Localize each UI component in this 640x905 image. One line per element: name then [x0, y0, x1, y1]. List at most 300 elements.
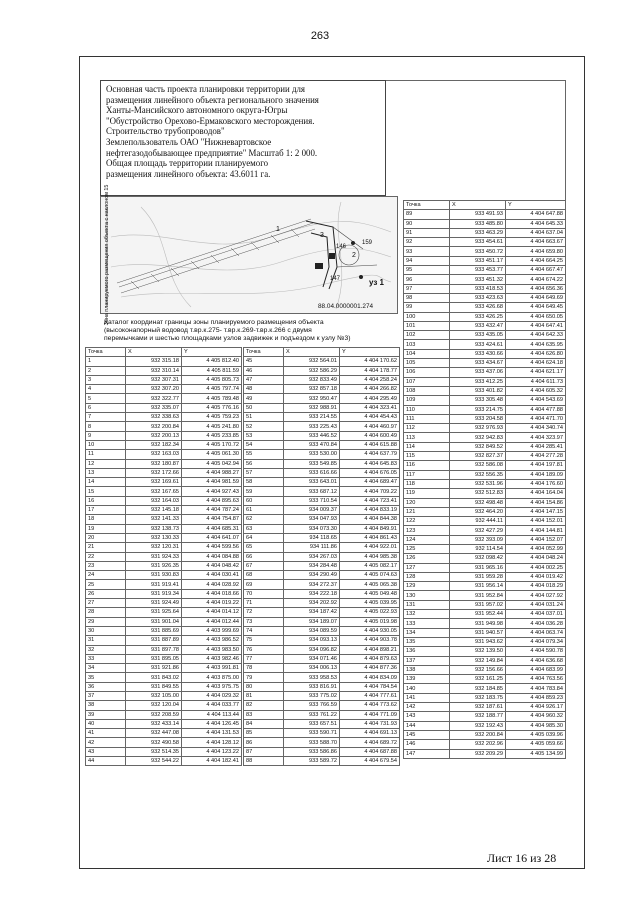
- header-y: Y: [182, 348, 242, 357]
- point-cell: 31: [86, 636, 126, 645]
- y-cell: 4 404 689.72: [340, 738, 400, 747]
- y-cell: 4 404 926.17: [506, 703, 566, 712]
- x-cell: 932 310.14: [126, 366, 182, 375]
- x-cell: 932 464.20: [450, 507, 506, 516]
- table-row: [404, 517, 566, 526]
- y-cell: 4 405 042.94: [182, 459, 242, 468]
- y-cell: 4 405 039.96: [506, 730, 566, 739]
- point-cell: 6: [86, 403, 126, 412]
- point-cell: 30: [86, 626, 126, 635]
- point-cell: 85: [244, 729, 284, 738]
- y-cell: 4 404 028.92: [182, 580, 242, 589]
- x-cell: 933 423.63: [450, 293, 506, 302]
- y-cell: 4 405 082.17: [340, 561, 400, 570]
- point-cell: 122: [404, 517, 450, 526]
- point-cell: 74: [244, 626, 284, 635]
- y-cell: 4 404 637.04: [506, 228, 566, 237]
- point-cell: 17: [86, 506, 126, 515]
- x-cell: 932 976.93: [450, 424, 506, 433]
- table-row: [244, 691, 400, 700]
- x-cell: 933 418.53: [450, 284, 506, 293]
- y-cell: 4 404 859.23: [506, 693, 566, 702]
- table-row: [244, 636, 400, 645]
- x-cell: 933 451.17: [450, 256, 506, 265]
- table-row: [244, 487, 400, 496]
- x-cell: 932 156.66: [450, 665, 506, 674]
- y-cell: 4 405 019.98: [340, 617, 400, 626]
- point-cell: 12: [86, 459, 126, 468]
- table-row: [404, 684, 566, 693]
- table-row: [244, 450, 400, 459]
- x-cell: 931 965.16: [450, 563, 506, 572]
- point-cell: 101: [404, 321, 450, 330]
- table-row: [244, 571, 400, 580]
- y-cell: 4 404 152.07: [506, 535, 566, 544]
- table-row: [86, 701, 242, 710]
- y-cell: 4 404 664.25: [506, 256, 566, 265]
- point-cell: 130: [404, 591, 450, 600]
- x-cell: 934 111.86: [284, 543, 340, 552]
- x-cell: 933 430.66: [450, 349, 506, 358]
- y-cell: 4 404 014.12: [182, 608, 242, 617]
- point-cell: 2: [86, 366, 126, 375]
- table-row: [244, 496, 400, 505]
- point-cell: 146: [404, 740, 450, 749]
- point-cell: 120: [404, 498, 450, 507]
- point-cell: 67: [244, 561, 284, 570]
- header-x: X: [284, 348, 340, 357]
- point-cell: 114: [404, 442, 450, 451]
- point-cell: 123: [404, 526, 450, 535]
- point-cell: 104: [404, 349, 450, 358]
- point-cell: 37: [86, 691, 126, 700]
- point-cell: 25: [86, 580, 126, 589]
- point-cell: 110: [404, 405, 450, 414]
- y-cell: 4 405 061.30: [182, 450, 242, 459]
- y-cell: 4 404 113.44: [182, 710, 242, 719]
- point-cell: 49: [244, 394, 284, 403]
- table-row: [244, 413, 400, 422]
- map-node-label: уз 1: [369, 278, 384, 287]
- x-cell: 933 214.55: [284, 413, 340, 422]
- point-cell: 20: [86, 533, 126, 542]
- header-y: Y: [506, 201, 566, 210]
- x-cell: 932 988.91: [284, 403, 340, 412]
- table-row: [404, 489, 566, 498]
- table-row: [86, 729, 242, 738]
- x-cell: 933 426.25: [450, 312, 506, 321]
- x-cell: 933 434.67: [450, 359, 506, 368]
- header-x: X: [126, 348, 182, 357]
- y-cell: 4 404 164.04: [506, 489, 566, 498]
- table-row: [244, 747, 400, 756]
- y-cell: 4 404 771.09: [340, 710, 400, 719]
- y-cell: 4 404 197.81: [506, 461, 566, 470]
- table-row: [244, 589, 400, 598]
- y-cell: 4 404 152.01: [506, 517, 566, 526]
- y-cell: 4 404 773.62: [340, 701, 400, 710]
- x-cell: 931 952.44: [450, 610, 506, 619]
- y-cell: 4 405 049.48: [340, 589, 400, 598]
- point-cell: 119: [404, 489, 450, 498]
- point-cell: 81: [244, 691, 284, 700]
- y-cell: 4 404 621.17: [506, 368, 566, 377]
- table-row: [404, 238, 566, 247]
- x-cell: 932 335.07: [126, 403, 182, 412]
- table-row: [86, 552, 242, 561]
- table-row: [404, 396, 566, 405]
- point-cell: 9: [86, 431, 126, 440]
- y-cell: 4 404 018.29: [506, 582, 566, 591]
- y-cell: 4 404 029.32: [182, 691, 242, 700]
- x-cell: 932 833.49: [284, 375, 340, 384]
- point-cell: 19: [86, 524, 126, 533]
- table-row: [244, 385, 400, 394]
- point-cell: 76: [244, 645, 284, 654]
- y-cell: 4 404 903.78: [340, 636, 400, 645]
- table-row: [86, 394, 242, 403]
- point-cell: 71: [244, 599, 284, 608]
- x-cell: 933 549.85: [284, 459, 340, 468]
- x-cell: 931 949.98: [450, 619, 506, 628]
- x-cell: 931 940.57: [450, 628, 506, 637]
- point-cell: 52: [244, 422, 284, 431]
- point-cell: 117: [404, 470, 450, 479]
- table-row: [86, 626, 242, 635]
- caption-line: перемычками и шестью площадками узлов задвижек и подъездом к узлу №3): [104, 335, 351, 343]
- table-row: [86, 738, 242, 747]
- coordinates-table-right: [403, 200, 566, 759]
- point-cell: 15: [86, 487, 126, 496]
- point-cell: 142: [404, 703, 450, 712]
- y-cell: 4 404 650.05: [506, 312, 566, 321]
- x-cell: 931 943.62: [450, 637, 506, 646]
- y-cell: 4 404 922.01: [340, 543, 400, 552]
- point-cell: 3: [86, 375, 126, 384]
- point-cell: 112: [404, 424, 450, 433]
- table-row: [404, 340, 566, 349]
- table-row: [404, 386, 566, 395]
- point-cell: 39: [86, 710, 126, 719]
- y-cell: 4 404 988.27: [182, 468, 242, 477]
- x-cell: 933 586.86: [284, 747, 340, 756]
- x-cell: 932 393.09: [450, 535, 506, 544]
- y-cell: 4 404 645.33: [506, 219, 566, 228]
- table-row: [86, 636, 242, 645]
- table-row: [404, 321, 566, 330]
- table-row: [404, 275, 566, 284]
- y-cell: 4 405 759.23: [182, 413, 242, 422]
- x-cell: 932 180.87: [126, 459, 182, 468]
- x-cell: 933 491.93: [450, 210, 506, 219]
- y-cell: 4 404 895.63: [182, 496, 242, 505]
- table-row: [404, 331, 566, 340]
- x-cell: 932 307.20: [126, 385, 182, 394]
- point-cell: 108: [404, 386, 450, 395]
- x-cell: 932 187.61: [450, 703, 506, 712]
- map-vertical-label-box: [101, 184, 113, 326]
- point-cell: 136: [404, 647, 450, 656]
- x-cell: 931 956.14: [450, 582, 506, 591]
- y-cell: 4 404 667.47: [506, 266, 566, 275]
- table-row: [404, 526, 566, 535]
- x-cell: 934 006.13: [284, 664, 340, 673]
- x-cell: 932 447.08: [126, 729, 182, 738]
- table-row: [86, 422, 242, 431]
- x-cell: 931 849.55: [126, 682, 182, 691]
- table-row: [404, 433, 566, 442]
- point-cell: 65: [244, 543, 284, 552]
- table-row: [244, 375, 400, 384]
- x-cell: 932 556.35: [450, 470, 506, 479]
- x-cell: 933 485.80: [450, 219, 506, 228]
- table-row: [404, 247, 566, 256]
- y-cell: 4 404 323.97: [506, 433, 566, 442]
- y-cell: 4 404 323.41: [340, 403, 400, 412]
- y-cell: 4 404 611.73: [506, 377, 566, 386]
- point-cell: 38: [86, 701, 126, 710]
- y-cell: 4 404 879.63: [340, 654, 400, 663]
- y-cell: 4 404 981.59: [182, 478, 242, 487]
- y-cell: 4 404 048.42: [182, 561, 242, 570]
- table-row: [86, 589, 242, 598]
- y-cell: 4 404 295.49: [340, 394, 400, 403]
- y-cell: 4 404 674.22: [506, 275, 566, 284]
- y-cell: 4 404 012.44: [182, 617, 242, 626]
- table-row: [404, 656, 566, 665]
- y-cell: 4 403 999.69: [182, 626, 242, 635]
- title-line: размещения линейного объекта: 43.6011 га.: [106, 168, 271, 179]
- y-cell: 4 404 063.74: [506, 628, 566, 637]
- map-label: 147: [330, 276, 341, 282]
- y-cell: 4 404 079.34: [506, 637, 566, 646]
- table-row: [244, 440, 400, 449]
- y-cell: 4 404 176.60: [506, 479, 566, 488]
- y-cell: 4 404 784.54: [340, 682, 400, 691]
- x-cell: 933 588.70: [284, 738, 340, 747]
- table-row: [404, 544, 566, 553]
- point-cell: 106: [404, 368, 450, 377]
- x-cell: 931 921.86: [126, 664, 182, 673]
- x-cell: 932 184.85: [450, 684, 506, 693]
- point-cell: 58: [244, 478, 284, 487]
- point-cell: 66: [244, 552, 284, 561]
- x-cell: 934 290.49: [284, 571, 340, 580]
- y-cell: 4 404 471.70: [506, 414, 566, 423]
- point-cell: 97: [404, 284, 450, 293]
- point-cell: 113: [404, 433, 450, 442]
- x-cell: 934 009.37: [284, 506, 340, 515]
- table-row: [86, 664, 242, 673]
- point-cell: 48: [244, 385, 284, 394]
- y-cell: 4 404 599.56: [182, 543, 242, 552]
- y-cell: 4 404 477.88: [506, 405, 566, 414]
- table-row: [86, 533, 242, 542]
- point-cell: 69: [244, 580, 284, 589]
- table-row: [404, 479, 566, 488]
- x-cell: 932 105.00: [126, 691, 182, 700]
- table-row: [244, 757, 400, 766]
- point-cell: 92: [404, 238, 450, 247]
- x-cell: 932 849.52: [450, 442, 506, 451]
- sheet-number: Лист 16 из 28: [487, 851, 557, 865]
- title-line: Ханты-Мансийского автономного округа-Югры: [106, 105, 288, 116]
- table-row: [244, 459, 400, 468]
- table-row: [244, 729, 400, 738]
- y-cell: 4 405 789.48: [182, 394, 242, 403]
- point-cell: 139: [404, 675, 450, 684]
- table-row: [86, 543, 242, 552]
- table-row: [404, 730, 566, 739]
- x-cell: 932 427.29: [450, 526, 506, 535]
- y-cell: 4 404 037.01: [506, 610, 566, 619]
- point-cell: 77: [244, 654, 284, 663]
- y-cell: 4 404 624.18: [506, 359, 566, 368]
- table-row: [244, 506, 400, 515]
- x-cell: 932 120.04: [126, 701, 182, 710]
- title-line: размещения линейного объекта регионального значения: [106, 94, 319, 105]
- x-cell: 931 887.89: [126, 636, 182, 645]
- point-cell: 145: [404, 730, 450, 739]
- table-row: [86, 524, 242, 533]
- y-cell: 4 403 986.52: [182, 636, 242, 645]
- table-row: [404, 452, 566, 461]
- y-cell: 4 403 983.50: [182, 645, 242, 654]
- y-cell: 4 404 927.43: [182, 487, 242, 496]
- table-row: [404, 740, 566, 749]
- table-row: [86, 478, 242, 487]
- point-cell: 4: [86, 385, 126, 394]
- y-cell: 4 405 811.59: [182, 366, 242, 375]
- x-cell: 931 901.04: [126, 617, 182, 626]
- y-cell: 4 404 018.66: [182, 589, 242, 598]
- x-cell: 933 643.01: [284, 478, 340, 487]
- table-row: [86, 645, 242, 654]
- table-row: [404, 349, 566, 358]
- x-cell: 932 857.18: [284, 385, 340, 394]
- y-cell: 4 403 975.75: [182, 682, 242, 691]
- y-cell: 4 404 131.53: [182, 729, 242, 738]
- table-row: [244, 403, 400, 412]
- table-row: [86, 691, 242, 700]
- point-cell: 21: [86, 543, 126, 552]
- table-row: [86, 440, 242, 449]
- y-cell: 4 404 636.68: [506, 656, 566, 665]
- table-row: [244, 366, 400, 375]
- table-row: [404, 628, 566, 637]
- x-cell: 932 167.65: [126, 487, 182, 496]
- point-cell: 84: [244, 719, 284, 728]
- x-cell: 933 305.48: [450, 396, 506, 405]
- table-row: [404, 303, 566, 312]
- y-cell: 4 404 844.38: [340, 515, 400, 524]
- y-cell: 4 404 683.99: [506, 665, 566, 674]
- x-cell: 933 761.22: [284, 710, 340, 719]
- x-cell: 932 315.18: [126, 357, 182, 366]
- table-row: [404, 749, 566, 758]
- table-row: [404, 256, 566, 265]
- x-cell: 932 138.73: [126, 524, 182, 533]
- table-row: [86, 487, 242, 496]
- point-cell: 91: [404, 228, 450, 237]
- title-line: Строительство трубопроводов": [106, 126, 225, 137]
- y-cell: 4 404 600.49: [340, 431, 400, 440]
- x-cell: 931 895.05: [126, 654, 182, 663]
- point-cell: 43: [86, 747, 126, 756]
- x-cell: 933 401.82: [450, 386, 506, 395]
- map-label: 2: [352, 252, 356, 259]
- point-cell: 129: [404, 582, 450, 591]
- x-cell: 932 164.03: [126, 496, 182, 505]
- x-cell: 932 145.18: [126, 506, 182, 515]
- y-cell: 4 404 543.69: [506, 396, 566, 405]
- point-cell: 107: [404, 377, 450, 386]
- table-row: [244, 478, 400, 487]
- y-cell: 4 404 626.80: [506, 349, 566, 358]
- point-cell: 102: [404, 331, 450, 340]
- table-row: [86, 515, 242, 524]
- y-cell: 4 404 861.43: [340, 533, 400, 542]
- table-row: [404, 461, 566, 470]
- table-row: [86, 710, 242, 719]
- point-cell: 128: [404, 572, 450, 581]
- point-cell: 82: [244, 701, 284, 710]
- x-cell: 932 208.59: [126, 710, 182, 719]
- table-row: [244, 552, 400, 561]
- table-row: [404, 219, 566, 228]
- x-cell: 932 149.84: [450, 656, 506, 665]
- x-cell: 932 564.01: [284, 357, 340, 366]
- point-cell: 88: [244, 757, 284, 766]
- x-cell: 932 120.31: [126, 543, 182, 552]
- table-row: [404, 405, 566, 414]
- x-cell: 933 616.66: [284, 468, 340, 477]
- title-line: Землепользователь ОАО "Нижневартовское: [106, 136, 272, 147]
- x-cell: 933 426.68: [450, 303, 506, 312]
- x-cell: 932 950.47: [284, 394, 340, 403]
- y-cell: 4 403 982.46: [182, 654, 242, 663]
- table-row: [86, 403, 242, 412]
- y-cell: 4 404 877.36: [340, 664, 400, 673]
- map-vertical-label: Зона планируемого размещения объекта с наклоном 15: [104, 184, 110, 326]
- point-cell: 41: [86, 729, 126, 738]
- point-cell: 13: [86, 468, 126, 477]
- point-cell: 116: [404, 461, 450, 470]
- point-cell: 32: [86, 645, 126, 654]
- table-row: [404, 712, 566, 721]
- table-row: [404, 647, 566, 656]
- point-cell: 59: [244, 487, 284, 496]
- y-cell: 4 404 689.47: [340, 478, 400, 487]
- coordinates-table-left: [85, 347, 242, 766]
- table-row: [244, 431, 400, 440]
- point-cell: 79: [244, 673, 284, 682]
- title-line: Основная часть проекта планировки территории для: [106, 84, 305, 94]
- table-row: [86, 682, 242, 691]
- x-cell: 934 222.18: [284, 589, 340, 598]
- table-row: [86, 571, 242, 580]
- point-cell: 18: [86, 515, 126, 524]
- table-row: [404, 675, 566, 684]
- table-row: [404, 359, 566, 368]
- table-row: [86, 366, 242, 375]
- point-cell: 63: [244, 524, 284, 533]
- y-cell: 4 405 797.74: [182, 385, 242, 394]
- point-cell: 42: [86, 738, 126, 747]
- table-row: [244, 515, 400, 524]
- point-cell: 89: [404, 210, 450, 219]
- table-row: [404, 284, 566, 293]
